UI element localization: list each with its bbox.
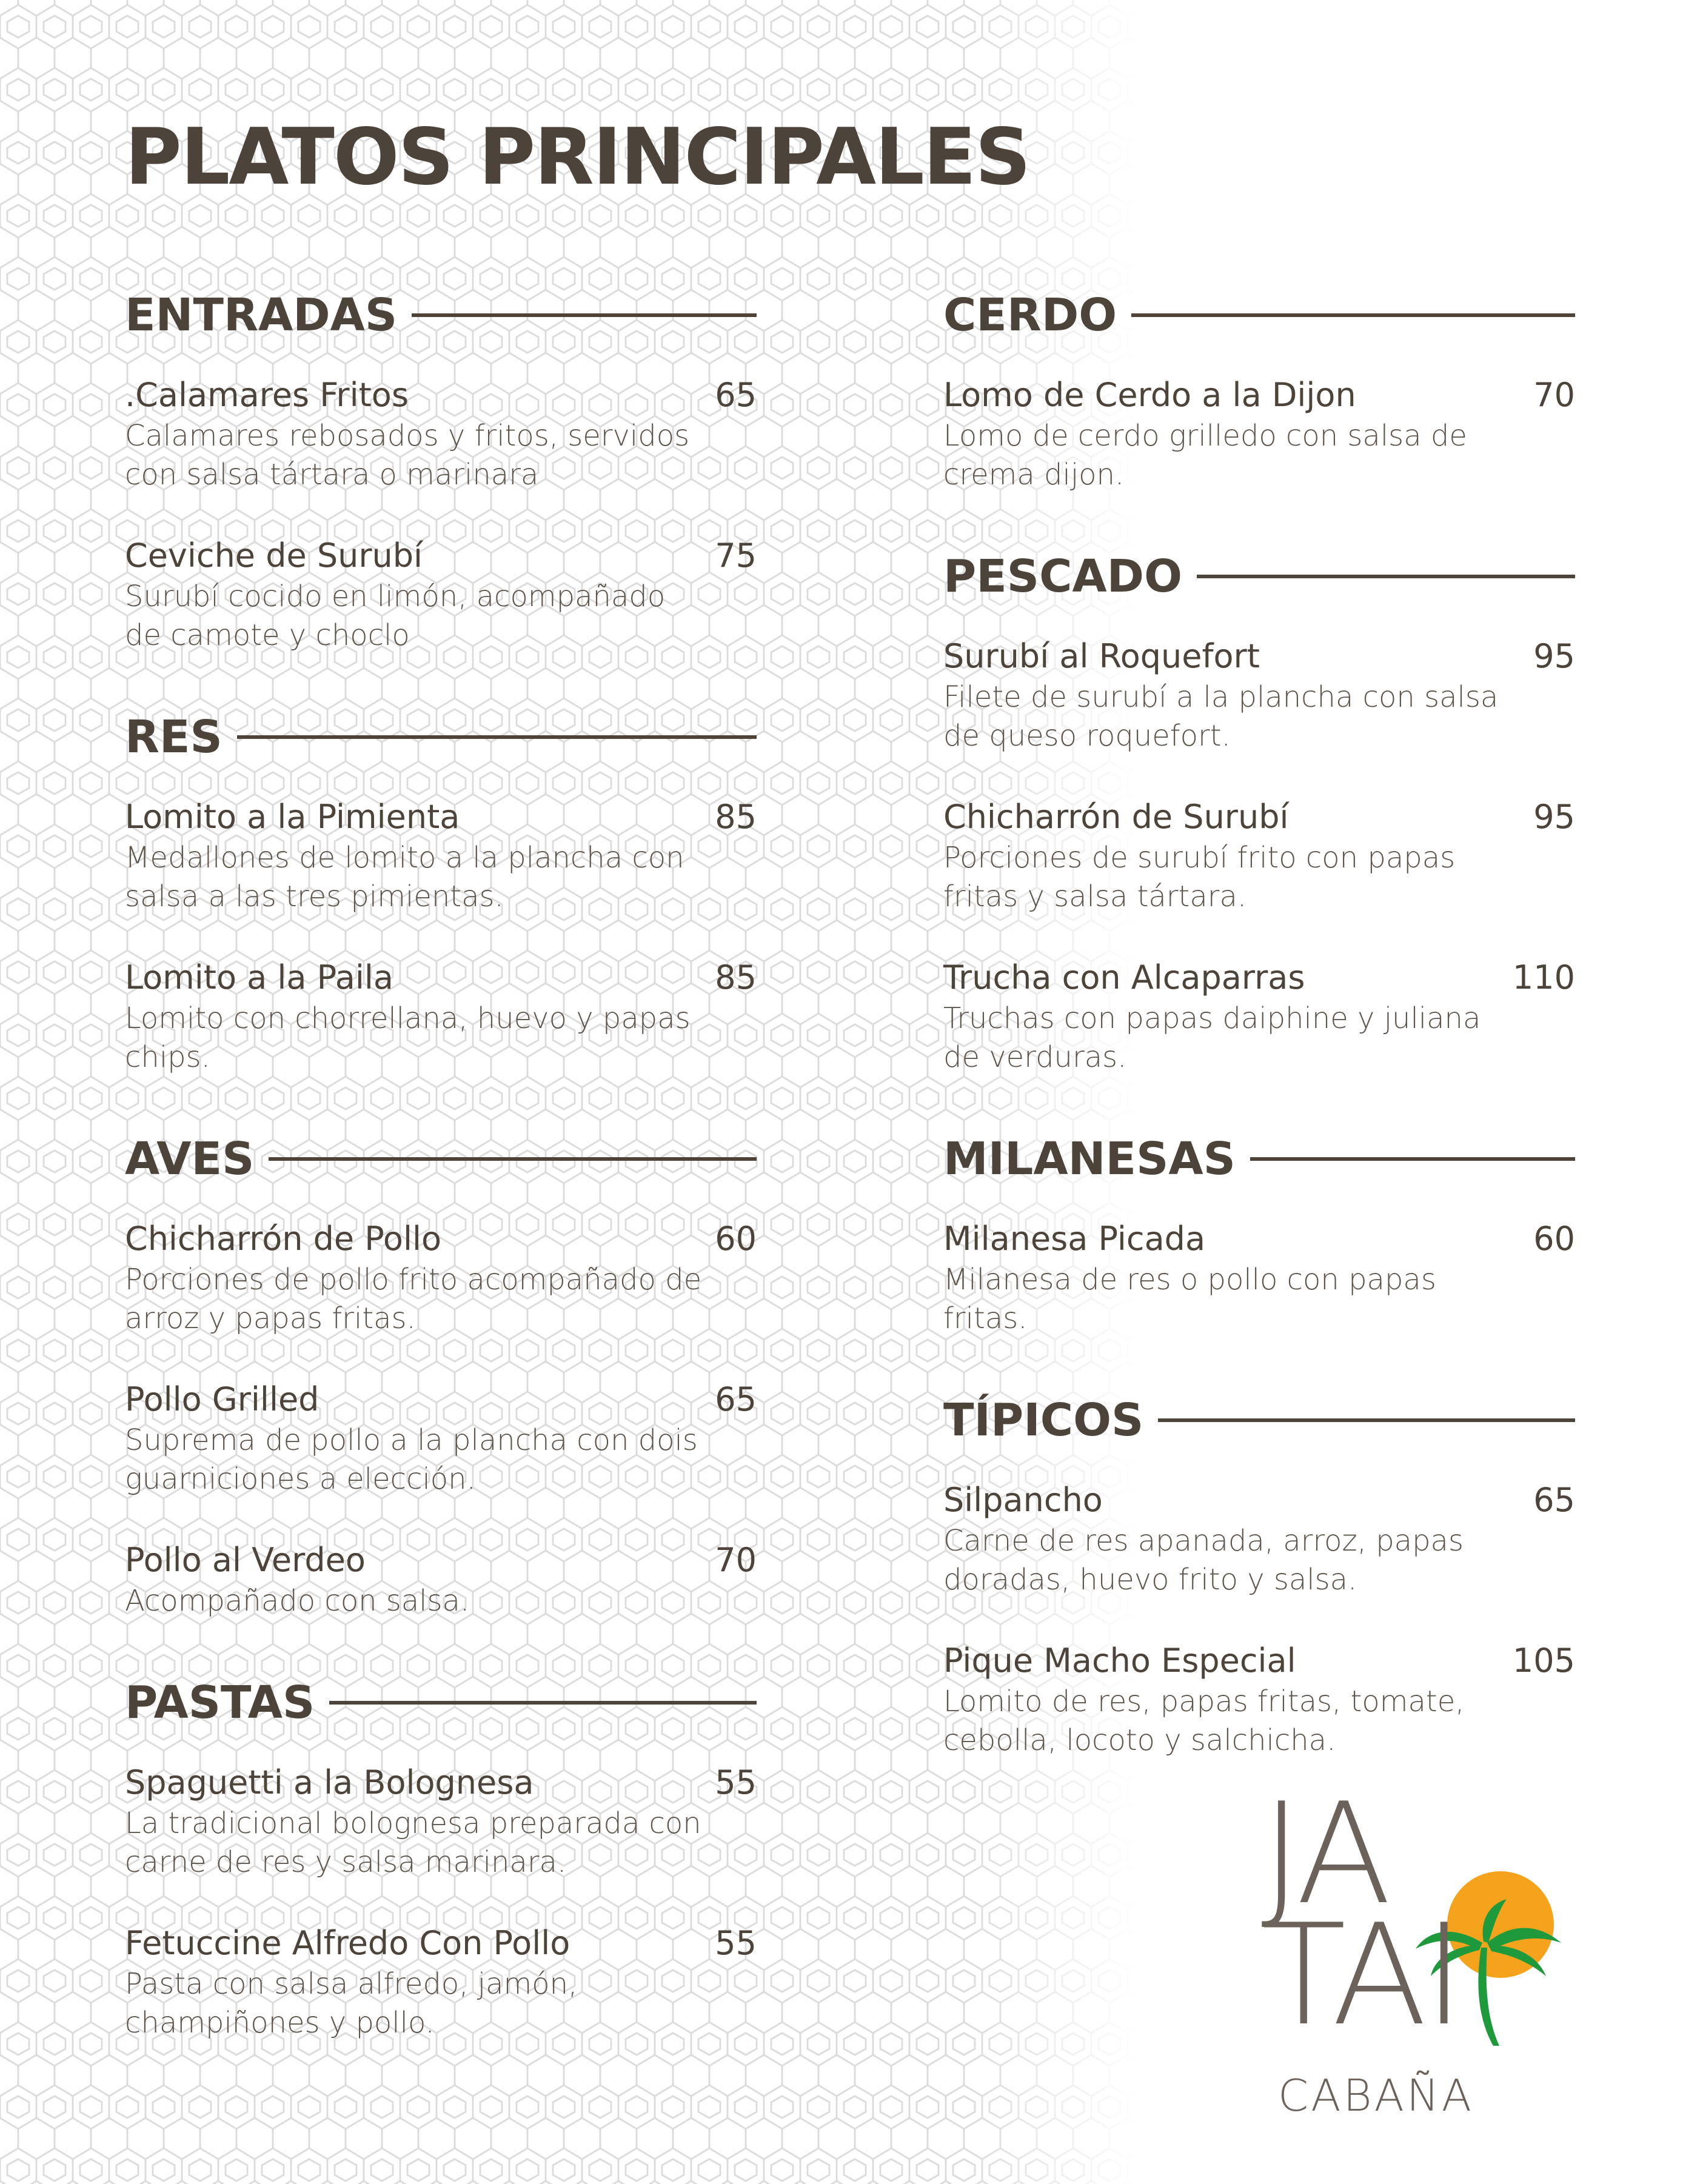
menu-item [125,1763,757,1882]
section-divider [412,313,757,317]
section-divider [1197,575,1575,578]
item-description: Truchas con papas daiphine y juliana de verduras. [943,1001,1481,1074]
section-divider [1158,1418,1575,1422]
item-description: Suprema de pollo a la plancha con dois guarniciones a elección. [125,1423,698,1496]
item-price: 65 [715,376,757,414]
section-divider [237,735,757,739]
item-description: Medallones de lomito a la plancha con salsa a las tres pimientas. [125,841,684,913]
item-name: Lomito a la Pimienta [125,798,460,836]
item-name: Pollo Grilled [125,1380,320,1418]
item-price: 95 [1533,637,1575,675]
item-name: Surubí al Roquefort [943,637,1260,675]
item-name: Pique Macho Especial [943,1641,1296,1680]
section-cerdo [943,285,1575,494]
item-name: Pollo al Verdeo [125,1541,366,1579]
item-name: Trucha con Alcaparras [943,958,1305,997]
item-description: Milanesa de res o pollo con papas fritas. [943,1263,1436,1335]
menu-item [125,1380,757,1498]
item-name: Chicharrón de Surubí [943,798,1289,836]
section-milanesas [943,1129,1575,1338]
logo-text-ja: JA [1261,1774,1388,1935]
item-price: 70 [1533,376,1575,414]
menu-item [943,798,1575,916]
menu-item [125,1924,757,2042]
section-title: TÍPICOS [943,1394,1144,1446]
menu-item [943,376,1575,494]
section-title: AVES [125,1133,255,1185]
section-divider [1131,313,1575,317]
logo-text-tai: TAI [1261,1895,1461,2057]
menu-item [943,958,1575,1077]
section-title: RES [125,711,223,763]
section-title: MILANESAS [943,1133,1236,1185]
item-name: Silpancho [943,1481,1103,1519]
menu-item [125,1220,757,1338]
item-description: Pasta con salsa alfredo, jamón, champiñones y pollo. [125,1967,578,2040]
item-name: Fetuccine Alfredo Con Pollo [125,1924,570,1962]
item-name: Milanesa Picada [943,1220,1206,1258]
item-description: Lomito de res, papas fritas, tomate, cebolla, locoto y salchicha. [943,1685,1465,1757]
item-description: Carne de res apanada, arroz, papas doradas, huevo frito y salsa. [943,1524,1464,1597]
item-name: Ceviche de Surubí [125,536,423,575]
menu-item [943,1481,1575,1599]
item-name: Chicharrón de Pollo [125,1220,442,1258]
section-divider [1250,1157,1575,1161]
menu-item [125,1541,757,1620]
item-price: 60 [715,1220,757,1258]
section-pastas [125,1672,757,2042]
item-price: 65 [715,1380,757,1418]
item-price: 75 [715,536,757,575]
item-price: 65 [1533,1481,1575,1519]
item-description: La tradicional bolognesa preparada con carne de res y salsa marinara. [125,1806,701,1879]
section-divider [269,1157,757,1161]
item-price: 60 [1533,1220,1575,1258]
item-description: Porciones de pollo frito acompañado de arroz y papas fritas. [125,1263,702,1335]
menu-item [943,1220,1575,1338]
item-price: 110 [1512,958,1575,997]
item-name: Lomo de Cerdo a la Dijon [943,376,1356,414]
item-price: 85 [715,798,757,836]
item-description: Acompañado con salsa. [125,1584,470,1618]
menu-item [125,536,757,655]
item-price: 55 [715,1924,757,1962]
item-description: Surubí cocido en limón, acompañado de camote y choclo [125,579,666,652]
section-tipicos [943,1390,1575,1760]
section-divider [329,1701,757,1705]
item-price: 55 [715,1763,757,1802]
item-price: 105 [1512,1641,1575,1680]
item-price: 95 [1533,798,1575,836]
item-description: Lomito con chorrellana, huevo y papas chips. [125,1001,691,1074]
section-entradas [125,285,757,655]
item-name: .Calamares Fritos [125,376,409,414]
menu-item [125,376,757,494]
menu-item [943,1641,1575,1760]
page-title: PLATOS PRINCIPALES [125,112,1030,202]
section-pescado [943,546,1575,1077]
item-description: Calamares rebosados y fritos, servidos con salsa tártara o marinara [125,419,690,492]
jatai-cabana-logo [1261,1774,1588,2125]
section-res [125,707,757,1077]
section-title: ENTRADAS [125,289,398,341]
menu-item [943,637,1575,755]
item-description: Filete de surubí a la plancha con salsa de queso roquefort. [943,680,1499,753]
section-title: PASTAS [125,1677,315,1729]
logo-text-cabana: CABAÑA [1278,2070,1474,2121]
left-column [125,285,757,2094]
menu-item [125,958,757,1077]
item-description: Porciones de surubí frito con papas fritas y salsa tártara. [943,841,1456,913]
item-name: Spaguetti a la Bolognesa [125,1763,534,1802]
section-title: CERDO [943,289,1117,341]
item-price: 85 [715,958,757,997]
item-name: Lomito a la Paila [125,958,393,997]
section-aves [125,1129,757,1620]
item-price: 70 [715,1541,757,1579]
item-description: Lomo de cerdo grilledo con salsa de crema dijon. [943,419,1467,492]
section-title: PESCADO [943,550,1182,603]
right-column [943,285,1575,1812]
menu-item [125,798,757,916]
